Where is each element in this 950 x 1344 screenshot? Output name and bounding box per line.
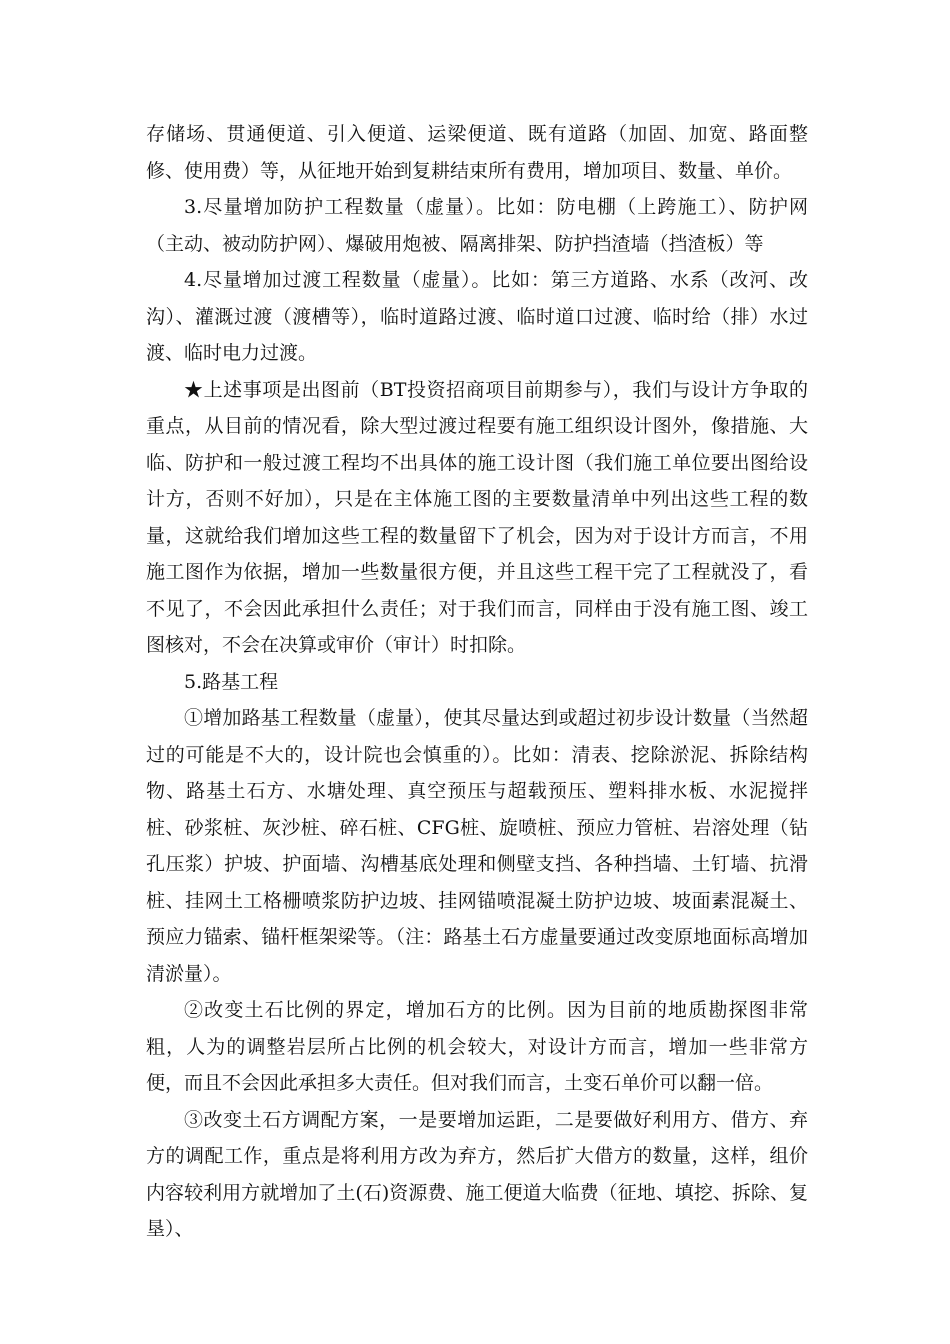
paragraph-subgrade-quantity: ①增加路基工程数量（虚量），使其尽量达到或超过初步设计数量（当然超过的可能是不大的，设计院也会慎重的）。比如：清表、挖除淤泥、拆除结构物、路基土石方、水塘处理、真空预压与超载预压、塑料排水板、水泥搅拌桩、砂浆桩、灰沙桩、碎石桩、CFG桩、旋喷桩、预应力管桩、岩溶处理（钻孔压浆）护坡、护面墙、沟槽基底处理和侧壁支挡、各种挡墙、土钉墙、抗滑桩、挂网土工格栅喷浆防护边坡、挂网锚喷混凝土防护边坡、坡面素混凝土、预应力锚索、锚杆框架梁等。（注：路基土石方虚量要通过改变原地面标高增加清淤量）。 <box>146 707 808 985</box>
paragraph-key-points-note: ★上述事项是出图前（BT投资招商项目前期参与），我们与设计方争取的重点，从目前的情况看，除大型过渡过程要有施工组织设计图外，像措施、大临、防护和一般过渡工程均不出具体的施工设计图（我们施工单位要出图给设计方，否则不好加），只是在主体施工图的主要数量清单中列出这些工程的数量，这就给我们增加这些工程的数量留下了机会，因为对于设计方而言，不用施工图作为依据，增加一些数量很方便，并且这些工程干完了工程就没了，看不见了，不会因此承担什么责任；对于我们而言，同样由于没有施工图、竣工图核对，不会在决算或审价（审计）时扣除。 <box>146 378 808 656</box>
paragraph-protection-works: 3.尽量增加防护工程数量（虚量）。比如：防电棚（上跨施工）、防护网（主动、被动防护网）、爆破用炮被、隔离排架、防护挡渣墙（挡渣板）等 <box>146 196 808 255</box>
paragraph-soil-rock-ratio: ②改变土石比例的界定，增加石方的比例。因为目前的地质勘探图非常粗，人为的调整岩层所占比例的机会较大，对设计方而言，增加一些非常方便，而且不会因此承担多大责任。但对我们而言，土变石单价可以翻一倍。 <box>146 999 808 1094</box>
paragraph-earthwork-allocation: ③改变土石方调配方案，一是要增加运距，二是要做好利用方、借方、弃方的调配工作，重点是将利用方改为弃方，然后扩大借方的数量，这样，组价内容较利用方就增加了土(石)资源费、施工便道大临费（征地、填挖、拆除、复垦）、 <box>146 1108 808 1240</box>
section-heading-subgrade: 5.路基工程 <box>184 670 279 693</box>
document-body <box>146 116 808 1248</box>
paragraph-continuation: 存储场、贯通便道、引入便道、运梁便道、既有道路（加固、加宽、路面整修、使用费）等，从征地开始到复耕结束所有费用，增加项目、数量、单价。 <box>146 123 808 182</box>
paragraph-transition-works: 4.尽量增加过渡工程数量（虚量）。比如：第三方道路、水系（改河、改沟）、灌溉过渡（渡槽等），临时道路过渡、临时道口过渡、临时给（排）水过渡、临时电力过渡。 <box>146 269 808 364</box>
